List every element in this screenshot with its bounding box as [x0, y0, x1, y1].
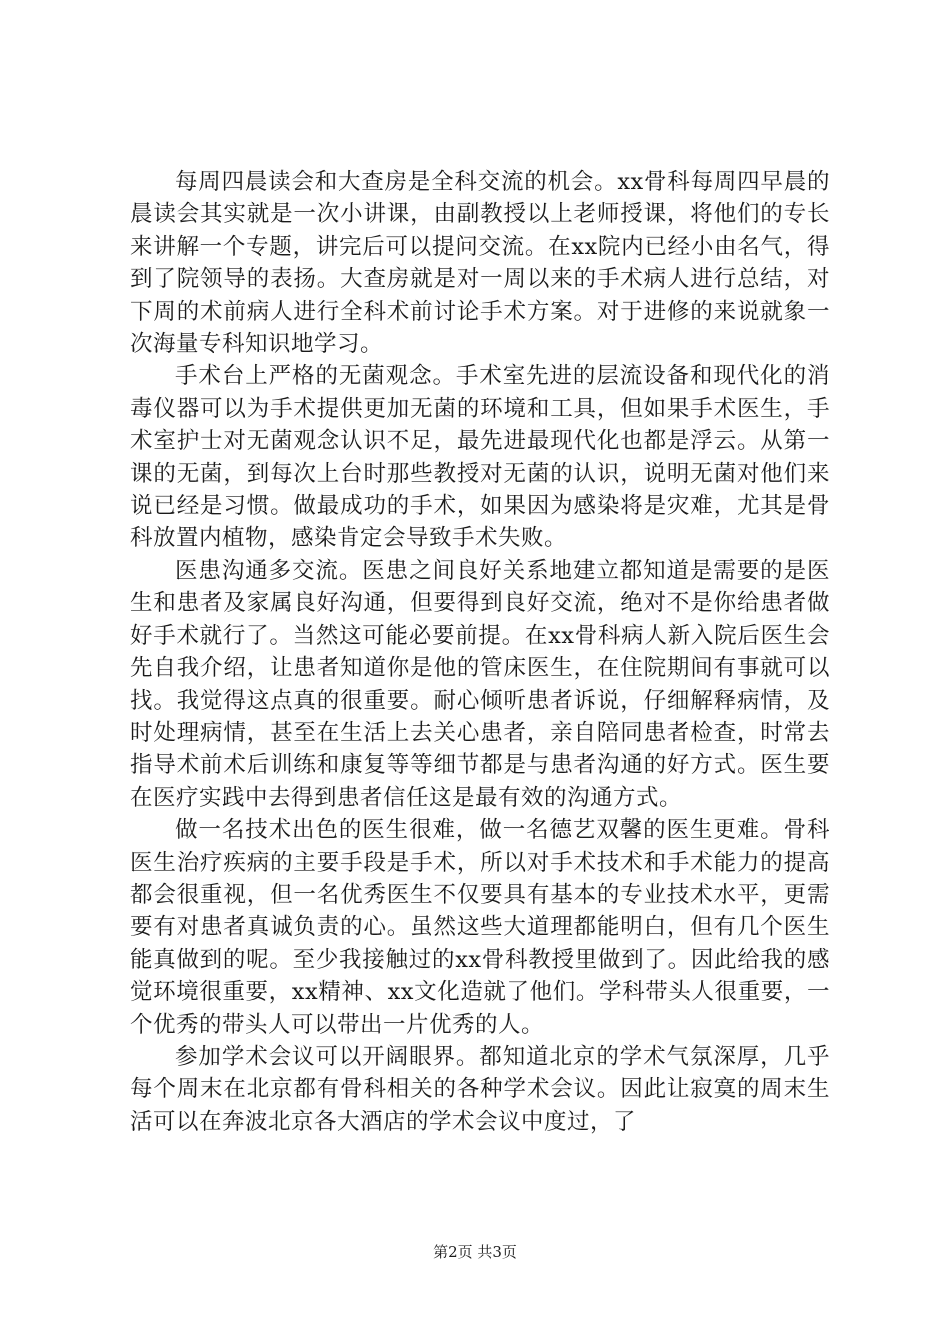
page-number-label: 第2页 共3页	[433, 1243, 517, 1261]
paragraph-academic-meetings: 参加学术会议可以开阔眼界。都知道北京的学术气氛深厚，几乎每个周末在北京都有骨科相关的各种学术会议。因此让寂寞的周末生活可以在奔波北京各大酒店的学术会议中度过，了	[130, 1043, 830, 1135]
paragraph-morning-reading: 每周四晨读会和大查房是全科交流的机会。xx骨科每周四早晨的晨读会其实就是一次小讲课，由副教授以上老师授课，将他们的专长来讲解一个专题，讲完后可以提问交流。在xx院内已经小由名气，得到了院领导的表扬。大查房就是对一周以来的手术病人进行总结，对下周的术前病人进行全科术前讨论手术方案。对于进修的来说就象一次海量专科知识地学习。	[130, 169, 830, 358]
paragraph-doctor-patient-communication: 医患沟通多交流。医患之间良好关系地建立都知道是需要的是医生和患者及家属良好沟通，但要得到良好交流，绝对不是你给患者做好手术就行了。当然这可能必要前提。在xx骨科病人新入院后医生会先自我介绍，让患者知道你是他的管床医生，在住院期间有事就可以找。我觉得这点真的很重要。耐心倾听患者诉说，仔细解释病情，及时处理病情，甚至在生活上去关心患者，亲自陪同患者检查，时常去指导术前术后训练和康复等等细节都是与患者沟通的好方式。医生要在医疗实践中去得到患者信任这是最有效的沟通方式。	[130, 557, 830, 811]
paragraph-aseptic-concept: 手术台上严格的无菌观念。手术室先进的层流设备和现代化的消毒仪器可以为手术提供更加无菌的环境和工具，但如果手术医生，手术室护士对无菌观念认识不足，最先进最现代化也都是浮云。从第一课的无菌，到每次上台时那些教授对无菌的认识，说明无菌对他们来说已经是习惯。做最成功的手术，如果因为感染将是灾难，尤其是骨科放置内植物，感染肯定会导致手术失败。	[130, 363, 830, 552]
page-footer	[0, 1241, 950, 1262]
document-body	[130, 166, 830, 1138]
paragraph-good-doctor: 做一名技术出色的医生很难，做一名德艺双馨的医生更难。骨科医生治疗疾病的主要手段是手术，所以对手术技术和手术能力的提高都会很重视，但一名优秀医生不仅要具有基本的专业技术水平，更需要有对患者真诚负责的心。虽然这些大道理都能明白，但有几个医生能真做到的呢。至少我接触过的xx骨科教授里做到了。因此给我的感觉环境很重要，xx精神、xx文化造就了他们。学科带头人很重要，一个优秀的带头人可以带出一片优秀的人。	[130, 817, 830, 1038]
